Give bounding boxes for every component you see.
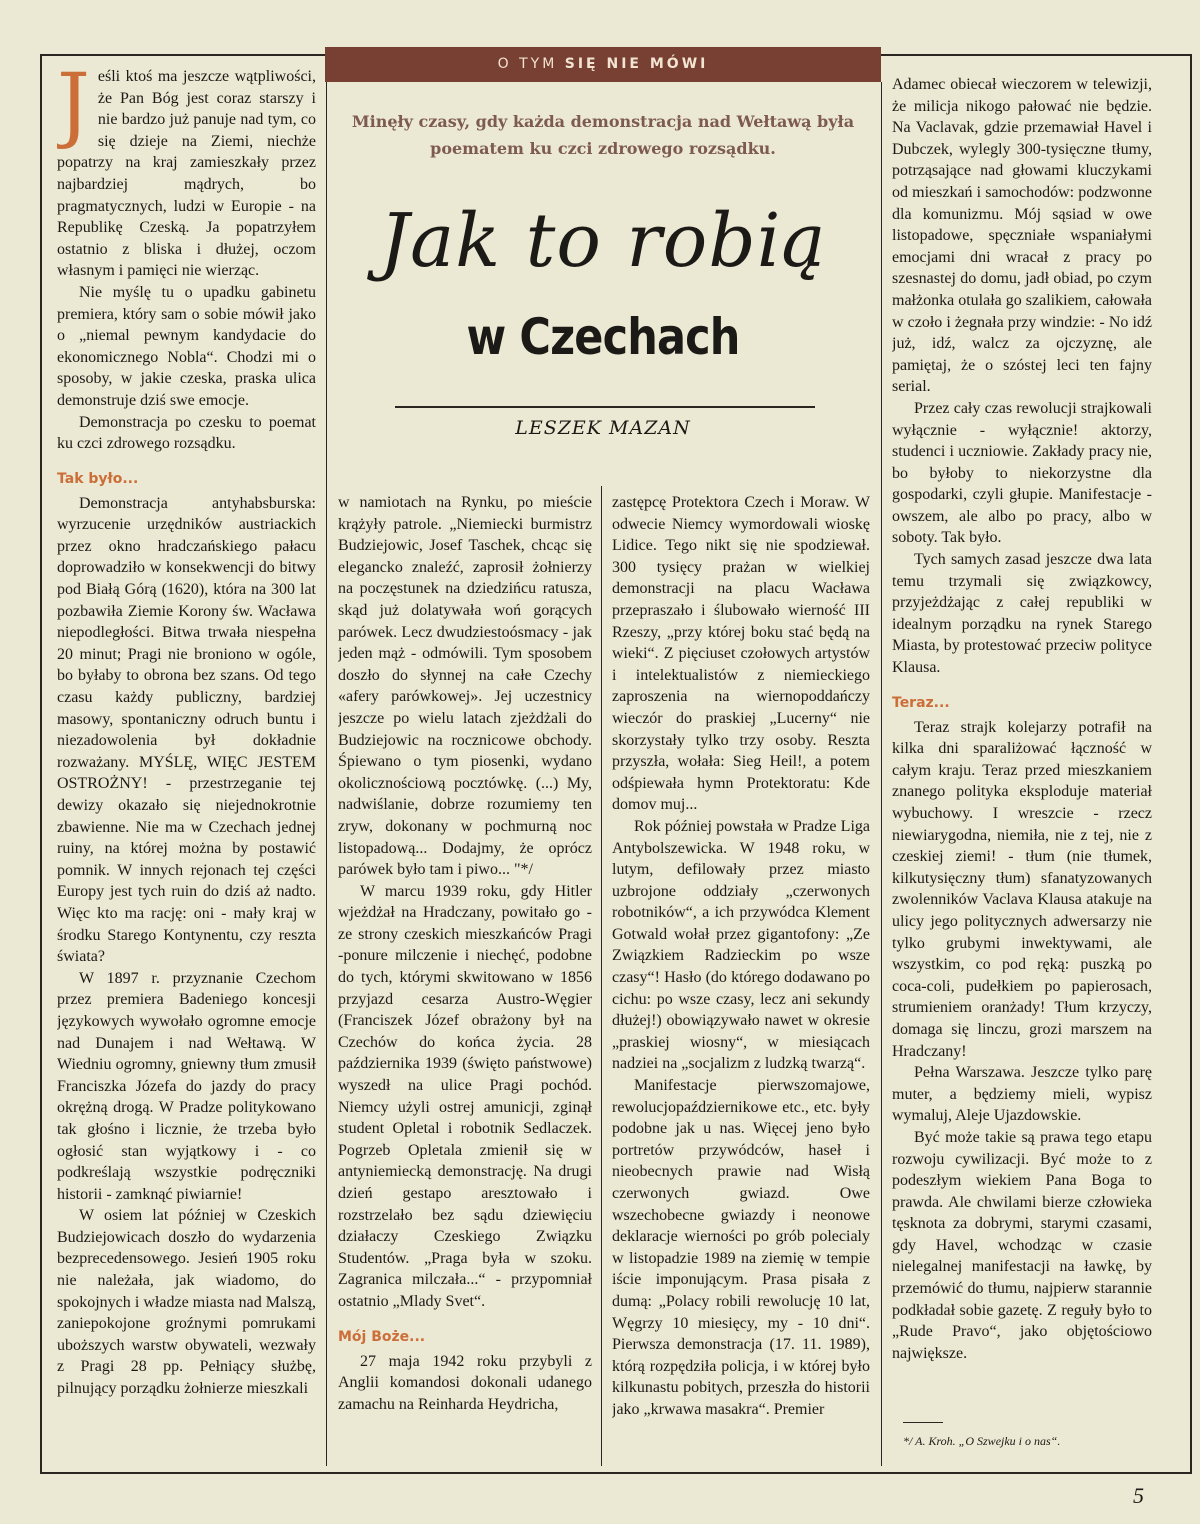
paragraph: Nie myślę tu o upadku gabinetu premiera, który sam o sobie mówił jako o „niemal pewnym kandydacie do ekonomicznego Nobla“. Chodzi mi o sposoby, w jakie czeska, praska ulica demonstruje dziś swe emocje. xyxy=(57,283,316,409)
paragraph: Tych samych zasad jeszcze dwa lata temu trzymali się związkowcy, przyjeżdżając z całej republiki w idealnym porządku na rynek Starego Miasta, by protestować przeciw polityce Klausa. xyxy=(892,551,1152,677)
paragraph: zastępcę Protektora Czech i Moraw. W odwecie Niemcy wymordowali wioskę Lidice. Tego nikt się nie spodziewał. 300 tysięcy prażan w wielkiej demonstracji na placu Wacława przepraszało i ślubowało wierność III Rzeszy, „przy której boku stać będą na wieki“. Z pięciuset czołowych artystów i intelektualistów z niemieckiego zaproszenia na wiernopoddańczy wieczór do praskiej „Lucerny“ nie skorzystały tylko trzy osoby. Reszta przyszła, wołała: Sieg Heil!, a potem odśpiewała hymn Protektoratu: Kde domov muj... xyxy=(612,494,870,814)
paragraph: Być może takie są prawa tego etapu rozwoju cywilizacji. Być może to z podeszłym wiekiem Pana Boga to prawda. Ale chwilami bierze człowieka tęsknota za dobrymi, starymi czasami, gdy Havel, wchodząc w czasie nielegalnej manifestacji na ławkę, by przemówić do tłumu, najpierw starannie podkładał sobie gazetę. Z reguły było to „Rude Pravo“, jako objętościowo największe. xyxy=(892,1128,1152,1362)
author-rule xyxy=(395,406,815,408)
paragraph-text: eśli ktoś ma jeszcze wątpliwości, że Pan Bóg jest coraz starszy i nie bardzo już panuje nad tym, co się dzieje na Ziemi, niechże popatrzy na kraj zamieszkały przez najbardziej mądrych, bo pragmatycznych, ludzi w Europie - na Republikę Czeską. Ja popatrzyłem ostatnio z bliska i dłużej, oczom własnym i pamięci nie wierząc. xyxy=(57,68,316,280)
article-column-2 xyxy=(338,492,592,1462)
paragraph: Przez cały czas rewolucji strajkowali wyłącznie - wyłącznie! aktorzy, studenci i uczniowie. Zakłady pracy nie, bo byłoby to niekorzystne dla gospodarki, czyli głupie. Manifestacje - owszem, ale albo po pracy, albo w soboty. Tak było. xyxy=(892,399,1152,547)
headline-line2: w Czechach xyxy=(466,308,740,366)
paragraph: Adamec obiecał wieczorem w telewizji, że milicja nikogo pałować nie będzie. Na Vaclavak, gdzie przemawiał Havel i Dubczek, wylegly 300-tysięczne tłumy, potrząsające nad głowami kluczykami od mieszkań i samochodów: podzwonne dla komunizmu. Mój sąsiad w owe listopadowe, spęczniałe wspaniałymi emocjami dni wracał z pracy po szesnastej do domu, jadł obiad, po czym małżonka otulała go szalikiem, całowała w czoło i żegnała przy windzie: - No idź już, idź, walcz za ojczyznę, ale pamiętaj, że o szóstej leci ten fajny serial. xyxy=(892,76,1152,396)
paragraph: Demonstracja antyhabsburska: wyrzucenie urzędników austriackich przez okno hradczańskiego pałacu doprowadziło w konsekwencji do bitwy pod Białą Górą (1620), która na 300 lat pozbawiła Ziemie Korony św. Wacława niepodległości. Bitwa trwała niespełna 20 minut; Pragi nie broniono w ogóle, bo byłaby to obrona bez szans. Od tego czasu każdy publiczny, bardziej masowy, spontaniczny odruch buntu i niezadowolenia był dokładnie rozważany. MYŚLĘ, WIĘC JESTEM OSTROŻNY! - przestrzeganie tej dewizy okazało się niejednokrotnie zbawienne. Nie ma w Czechach jednej ruiny, na której można by postawić pomnik. W innych rejonach tej części Europy jest tych ruin do dziś aż nadto. Więc kto ma rację: oni - mały kraj w środku Starego Kontynentu, czy reszta świata? xyxy=(57,494,316,966)
paragraph: Teraz strajk kolejarzy potrafił na kilka dni sparaliżować łączność w całym kraju. Teraz przed mieszkaniem znanego polityka eksploduje materiał wybuchowy. I wreszcie - rzecz niewiarygodna, niemiła, nie z tej, nie z czeskiej ziemi! - tłum (nie tłumek, kilkutysięczny tłum) sfanatyzowanych zwolenników Vaclava Klausa atakuje na ulicy jego politycznych adwersarzy nie tylko grubymi inwektywami, ale wszystkim, co pod ręką: puszką po coca-coli, pudełkiem po papierosach, strumieniem oranżady! Tłum krzyczy, domaga się linczu, grozi marszem na Hradczany! xyxy=(892,718,1152,1060)
paragraph: 27 maja 1942 roku przybyli z Anglii komandosi dokonali udanego zamachu na Reinharda Heydricha, xyxy=(338,1352,592,1413)
section-heading: Tak było... xyxy=(57,470,139,487)
column-divider xyxy=(601,486,602,1466)
author-name: LESZEK MAZAN xyxy=(515,417,691,439)
lead-text: Minęły czasy, gdy każda demonstracja nad Wełtawą była poematem ku czci zdrowego rozsądku. xyxy=(351,112,855,158)
footnote-rule xyxy=(903,1422,943,1423)
column-divider xyxy=(326,82,327,1466)
article-column-3 xyxy=(612,492,870,1462)
banner-prefix: O TYM xyxy=(497,56,558,72)
page-number: 5 xyxy=(1133,1483,1144,1508)
drop-cap: J xyxy=(57,66,90,152)
article-column-4 xyxy=(892,74,1152,1484)
article-column-1 xyxy=(57,66,316,1466)
section-heading: Teraz... xyxy=(892,694,950,711)
paragraph xyxy=(57,66,316,282)
headline-line1: Jak to robią xyxy=(379,198,827,284)
paragraph: Rok później powstała w Pradze Liga Antybolszewicka. W 1948 roku, w lutym, defilowały przez miasto uzbrojone oddziały „czerwonych robotników“, a ich przywódca Klement Gotwald wołał przez gigantofony: „Ze Związkiem Radzieckim po wsze czasy“! Hasło (do którego dodawano po cichu: po wsze czasy, lecz ani sekundy dłużej!) obowiązywało nawet w okresie „praskiej wiosny“, w miesiącach nadziei na „socjalizm z ludzką twarzą“. xyxy=(612,817,870,1073)
paragraph: w namiotach na Rynku, po mieście krążyły patrole. „Niemiecki burmistrz Budziejowic, Josef Taschek, chcąc się elegancko znaleźć, zaprosił żołnierzy na poczęstunek na dziedzińcu ratusza, skąd już dolatywała woń gorących parówek. Lecz dwudziestoósmacy - jak jeden mąż - odmówili. Tym sposobem doszło do słynnej na całe Czechy «afery parówkowej». Jej uczestnicy jeszcze po wielu latach zjeżdżali do Budziejowic na rocznicowe obchody. Śpiewano o tym piosenki, wydano okolicznościową pocztówkę. (...) My, nadwiślanie, dobrze rozumiemy ten zryw, dokonany w pochmurną noc listopadową... Dodajmy, że oprócz parówek było tam i piwo... "*/ xyxy=(338,494,592,879)
paragraph: Manifestacje pierwszomajowe, rewolucjopaździernikowe etc., etc. były podobne jak u nas. Więcej jeno było portretów przywódców, haseł i nieobecnych prawie nad Wisłą czerwonych gwiazd. Owe wszechobecne gwiazdy i neonowe deklaracje wierności po grób polecialy w listopadzie 1989 na ziemię w tempie iście imponującym. Prasa pisała z dumą: „Polacy robili rewolucję 10 lat, Węgrzy 10 miesięcy, my - 10 dni“. Pierwsza demonstracja (17. 11. 1989), którą rozpędziła policja, i w której było kilkunastu pobitych, przeszła do historii jako „krwawa masakra“. Premier xyxy=(612,1077,870,1418)
paragraph: Pełna Warszawa. Jeszcze tylko parę muter, a będziemy mieli, wypisz wymaluj, Aleje Ujazdowskie. xyxy=(892,1064,1152,1125)
footnote: */ A. Kroh. „O Szwejku i o nas“. xyxy=(903,1434,1061,1448)
paragraph: Demonstracja po czesku to poemat ku czci zdrowego rozsądku. xyxy=(57,413,316,453)
section-heading: Mój Boże... xyxy=(338,1328,426,1345)
paragraph: W marcu 1939 roku, gdy Hitler wjeżdżał na Hradczany, powitało go - ze strony czeskich mieszkańców Pragi -ponure milczenie i niechęć, podobne do tych, którymi skwitowano w 1856 przyjazd cesarza Austro-Węgier (Franciszek Józef obrażony był na Czechów do końca życia. 28 października 1939 (święto państwowe) wyszedł na ulice Pragi pochód. Niemcy użyli ostrej amunicji, zginął student Opletal i robotnik Sedlaczek. Pogrzeb Opletala zmienił się w antyniemiecką demonstrację. Na drugi dzień gestapo aresztowało i rozstrzelało bez sądu dziewięciu działaczy Czeskiego Związku Studentów. „Praga była w szoku. Zagranica milczała...“ - przypomniał ostatnio „Mlady Svet“. xyxy=(338,882,592,1310)
banner-bold: SIĘ NIE MÓWI xyxy=(564,56,709,72)
column-divider xyxy=(881,82,882,1466)
section-banner xyxy=(325,47,881,82)
paragraph: W osiem lat później w Czeskich Budziejowicach doszło do wydarzenia bezprecedensowego. Jesień 1905 roku nie należała, jak wiadomo, do spokojnych i władze miasta nad Malszą, zaniepokojone groźnymi pomrukami uboższych warstw obywateli, wezwały z Pragi 28 pp. Pełniący służbę, pilnujący porządku żołnierze mieszkali xyxy=(57,1207,316,1398)
paragraph: W 1897 r. przyznanie Czechom przez premiera Badeniego koncesji językowych wywołało ogromne emocje nad Dunajem i nad Wełtawą. W Wiedniu ogromny, gniewny tłum zmusił Franciszka Józefa do jazdy do pracy okrężną drogą. W Pradze politykowano tak głośno i licznie, że trzeba było ogłosić stan wyjątkowy i - co podkreślają wszystkie podręczniki historii - zamknąć piwiarnie! xyxy=(57,969,316,1203)
